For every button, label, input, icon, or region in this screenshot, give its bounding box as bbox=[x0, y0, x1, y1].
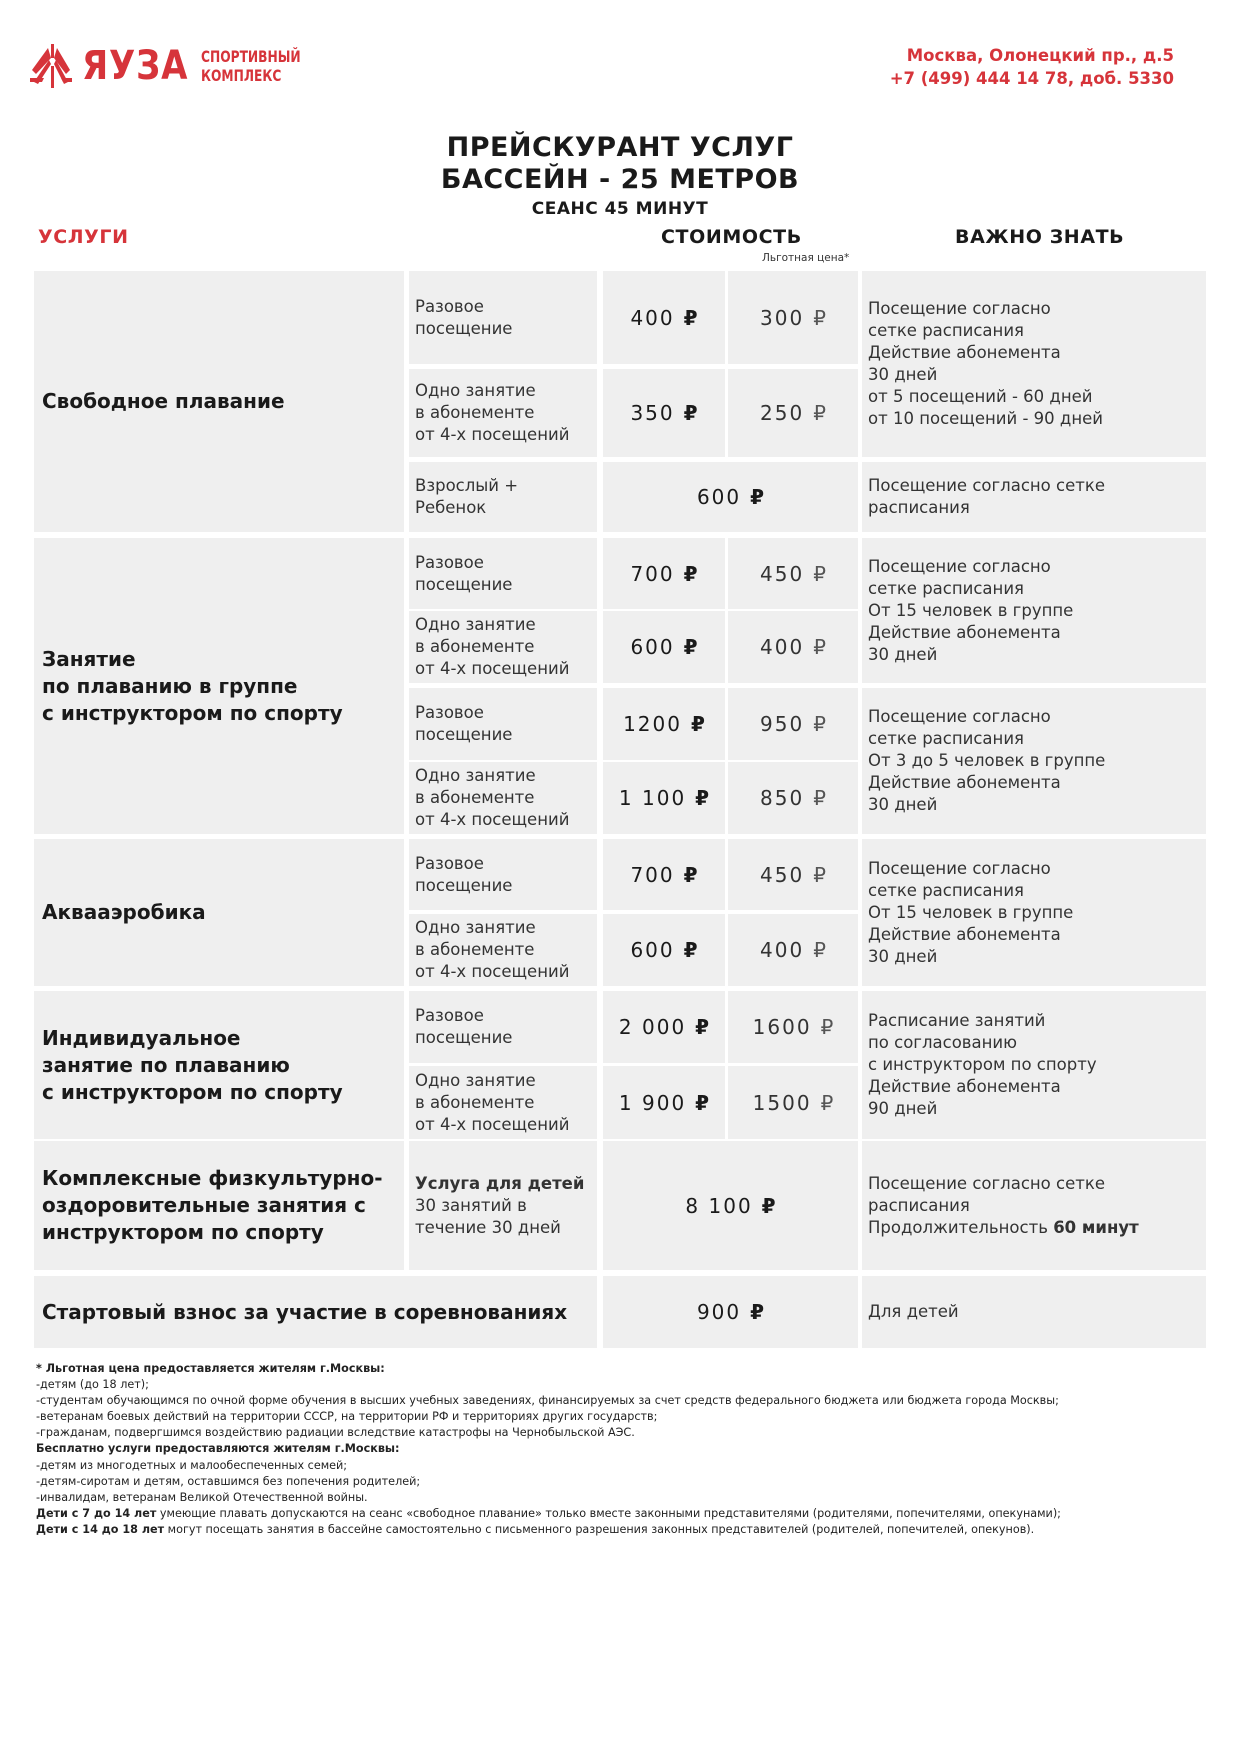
ruble-icon: ₽ bbox=[683, 401, 698, 425]
ruble-icon: ₽ bbox=[750, 1300, 765, 1324]
ruble-icon: ₽ bbox=[683, 938, 698, 962]
visit-type-cell bbox=[409, 762, 597, 834]
ruble-icon: ₽ bbox=[695, 1015, 710, 1039]
visit-type-cell bbox=[409, 538, 597, 609]
logo-name: ЯУЗА bbox=[82, 43, 189, 89]
info-cell bbox=[862, 271, 1206, 457]
ruble-icon: ₽ bbox=[683, 635, 698, 659]
ruble-icon: ₽ bbox=[813, 712, 826, 736]
price-value: 1 900 bbox=[618, 1090, 687, 1115]
price-cell bbox=[603, 991, 725, 1063]
info-cell bbox=[862, 1276, 1206, 1348]
ruble-icon: ₽ bbox=[683, 561, 698, 586]
session-duration: СЕАНС 45 МИНУТ bbox=[531, 199, 709, 219]
ruble-icon: ₽ bbox=[813, 401, 826, 425]
phone-line: +7 (499) 444 14 78, доб. 5330 bbox=[889, 69, 1174, 88]
visit-type: Одно занятие в абонементе от 4-х посещений bbox=[415, 615, 570, 678]
ruble-icon: ₽ bbox=[683, 305, 698, 330]
lgot-price-value: 400 bbox=[760, 938, 805, 962]
lgot-price-cell bbox=[728, 271, 858, 364]
lgot-price-cell bbox=[728, 762, 858, 834]
page-subtitle: БАССЕЙН - 25 МЕТРОВ bbox=[440, 164, 800, 195]
service-name: Аквааэробика bbox=[42, 900, 206, 924]
logo-subtitle: СПОРТИВНЫЙ КОМПЛЕКС bbox=[201, 47, 301, 85]
address-block bbox=[890, 44, 1174, 90]
price-value: 400 bbox=[630, 305, 675, 330]
ruble-icon: ₽ bbox=[750, 485, 765, 509]
info-cell bbox=[862, 538, 1206, 683]
info-cell bbox=[862, 462, 1206, 532]
visit-type: Одно занятие в абонементе от 4-х посещений bbox=[415, 381, 570, 444]
visit-type-cell bbox=[409, 914, 597, 986]
lgot-price-value: 450 bbox=[760, 862, 805, 887]
page-title: ПРЕЙСКУРАНТ УСЛУГ bbox=[446, 132, 794, 163]
ruble-icon: ₽ bbox=[695, 786, 710, 810]
price-cell bbox=[603, 839, 725, 910]
info-text: Для детей bbox=[868, 1302, 959, 1321]
info-cell bbox=[862, 839, 1206, 986]
lgot-price-value: 450 bbox=[760, 561, 805, 586]
visit-type: Разовое посещение bbox=[415, 853, 513, 895]
price-cell bbox=[603, 762, 725, 834]
column-header-cost: СТОИМОСТЬ bbox=[661, 226, 802, 248]
price-value: 2 000 bbox=[618, 1015, 687, 1039]
service-name-cell bbox=[34, 538, 404, 834]
visit-type: 30 занятий в течение 30 дней bbox=[415, 1195, 561, 1237]
lgot-price-value: 400 bbox=[760, 635, 805, 659]
service-name: Комплексные физкультурно- оздоровительные занятия с инструктором по спорту bbox=[42, 1166, 383, 1244]
lgot-price-cell bbox=[728, 688, 858, 760]
service-name: Свободное плавание bbox=[42, 389, 285, 413]
ruble-icon: ₽ bbox=[813, 938, 826, 962]
price-value: 350 bbox=[630, 401, 675, 425]
visit-type-cell bbox=[409, 991, 597, 1063]
lgot-price-cell bbox=[728, 839, 858, 910]
lgot-price-value: 1600 bbox=[752, 1015, 812, 1039]
price-value: 700 bbox=[630, 862, 675, 887]
lgot-price-value: 850 bbox=[760, 786, 805, 810]
logo bbox=[30, 44, 318, 88]
price-cell bbox=[603, 688, 725, 760]
price-cell bbox=[603, 538, 725, 609]
visit-type: Одно занятие в абонементе от 4-х посещений bbox=[415, 918, 570, 981]
column-header-lgot: Льготная цена* bbox=[762, 252, 850, 264]
price-value: 600 bbox=[630, 635, 675, 659]
visit-type-title: Услуга для детей bbox=[415, 1173, 585, 1193]
info-text: Посещение согласно сетке расписания От 15 человек в группе Действие абонемента 30 дней bbox=[868, 556, 1074, 664]
price-cell bbox=[603, 914, 725, 986]
lgot-price-cell bbox=[728, 914, 858, 986]
visit-type: Взрослый + Ребенок bbox=[415, 476, 519, 517]
price-cell bbox=[603, 1276, 858, 1348]
visit-type-cell bbox=[409, 1066, 597, 1139]
visit-type-cell bbox=[409, 369, 597, 457]
price-cell bbox=[603, 369, 725, 457]
visit-type-cell bbox=[409, 688, 597, 760]
lgot-price-value: 300 bbox=[760, 305, 805, 330]
logo-mark-icon bbox=[30, 44, 72, 88]
info-text: Посещение согласно сетке расписания Продолжительность 60 минут bbox=[868, 1173, 1139, 1237]
lgot-price-cell bbox=[728, 369, 858, 457]
ruble-icon: ₽ bbox=[690, 712, 705, 736]
ruble-icon: ₽ bbox=[695, 1090, 710, 1115]
visit-type: Разовое посещение bbox=[415, 552, 513, 594]
visit-type-cell bbox=[409, 839, 597, 910]
price-cell bbox=[603, 1066, 725, 1139]
lgot-price-cell bbox=[728, 538, 858, 609]
ruble-icon: ₽ bbox=[761, 1193, 776, 1218]
price-value: 900 bbox=[696, 1300, 742, 1324]
service-name: Стартовый взнос за участие в соревнованиях bbox=[42, 1299, 568, 1324]
address-line: Москва, Олонецкий пр., д.5 bbox=[906, 46, 1174, 65]
ruble-icon: ₽ bbox=[813, 862, 826, 887]
info-cell bbox=[862, 991, 1206, 1139]
visit-type: Одно занятие в абонементе от 4-х посещений bbox=[415, 1070, 570, 1134]
visit-type: Разовое посещение bbox=[415, 296, 513, 338]
visit-type-cell bbox=[409, 611, 597, 683]
service-name: Индивидуальное занятие по плаванию с инструктором по спорту bbox=[42, 1025, 343, 1104]
price-value: 8 100 bbox=[685, 1193, 753, 1218]
lgot-price-value: 1500 bbox=[752, 1090, 812, 1115]
info-text: Расписание занятий по согласованию с инструктором по спорту Действие абонемента 90 дней bbox=[868, 1011, 1097, 1118]
service-name: Занятие по плаванию в группе с инструктором по спорту bbox=[42, 646, 343, 725]
service-name-cell bbox=[34, 271, 404, 532]
lgot-price-cell bbox=[728, 611, 858, 683]
service-name-cell bbox=[34, 991, 404, 1139]
visit-type: Одно занятие в абонементе от 4-х посещений bbox=[415, 766, 570, 829]
lgot-price-cell bbox=[728, 1066, 858, 1139]
ruble-icon: ₽ bbox=[820, 1090, 834, 1115]
visit-type-cell bbox=[409, 1141, 597, 1270]
price-value: 1200 bbox=[623, 712, 682, 736]
service-name-cell bbox=[34, 839, 404, 986]
ruble-icon: ₽ bbox=[820, 1015, 834, 1039]
ruble-icon: ₽ bbox=[683, 862, 698, 887]
info-text: Посещение согласно сетке расписания Действие абонемента 30 дней от 5 посещений - 60 дней от 10 посещений - 90 дней bbox=[868, 299, 1103, 428]
ruble-icon: ₽ bbox=[813, 786, 826, 810]
visit-type: Разовое посещение bbox=[415, 1006, 513, 1047]
price-value: 600 bbox=[630, 938, 675, 962]
info-cell bbox=[862, 688, 1206, 834]
column-header-info: ВАЖНО ЗНАТЬ bbox=[955, 226, 1125, 248]
visit-type: Разовое посещение bbox=[415, 703, 513, 744]
info-text: Посещение согласно сетке расписания От 15 человек в группе Действие абонемента 30 дней bbox=[868, 858, 1074, 966]
price-cell bbox=[603, 462, 858, 532]
price-value: 600 bbox=[696, 485, 742, 509]
price-value: 700 bbox=[630, 561, 675, 586]
info-text: Посещение согласно сетке расписания bbox=[868, 476, 1105, 517]
price-cell bbox=[603, 271, 725, 364]
ruble-icon: ₽ bbox=[813, 635, 826, 659]
ruble-icon: ₽ bbox=[813, 305, 826, 330]
price-value: 1 100 bbox=[618, 786, 687, 810]
service-name-cell bbox=[34, 1141, 404, 1270]
header bbox=[0, 0, 1240, 120]
footnotes: * Льготная цена предоставляется жителям г.Москвы: -детям (до 18 лет); -студентам обучающимся по очной форме обучения в высших учебных заведениях, финансируемых за счет средств федерального бюджета или бюджета города Москвы; -ветеранам боевых действий на территории СССР, на территории РФ и территориях других государств; -гражданам, подвергшимся воздействию радиации вследствие катастрофы на Чернобыльской АЭС. Бесплатно услуги предоставляются жителям г.Москвы: -детям из многодетных и малообеспеченных семей; -детям-сиротам и детям, оставшимся без попечения родителей; -инвалидам, ветеранам Великой Отечественной войны. Дети с 7 до 14 лет умеющие плавать допускаются на сеанс «свободное плавание» только вместе законными представителями (родителями, попечителями, опекунами); Дети с 14 до 18 лет могут посещать занятия в бассейне самостоятельно с письменного разрешения законных представителей (родителей, попечителей, опекунов). bbox=[36, 1362, 1061, 1536]
lgot-price-value: 950 bbox=[760, 712, 805, 736]
visit-type-cell bbox=[409, 462, 597, 532]
lgot-price-cell bbox=[728, 991, 858, 1063]
lgot-price-value: 250 bbox=[760, 401, 805, 425]
price-cell bbox=[603, 1141, 858, 1270]
price-cell bbox=[603, 611, 725, 683]
ruble-icon: ₽ bbox=[813, 561, 826, 586]
column-header-services: УСЛУГИ bbox=[38, 226, 129, 248]
info-text: Посещение согласно сетке расписания От 3 до 5 человек в группе Действие абонемента 30 дней bbox=[868, 707, 1106, 814]
service-name-cell bbox=[34, 1276, 597, 1348]
info-cell bbox=[862, 1141, 1206, 1270]
visit-type-cell bbox=[409, 271, 597, 364]
